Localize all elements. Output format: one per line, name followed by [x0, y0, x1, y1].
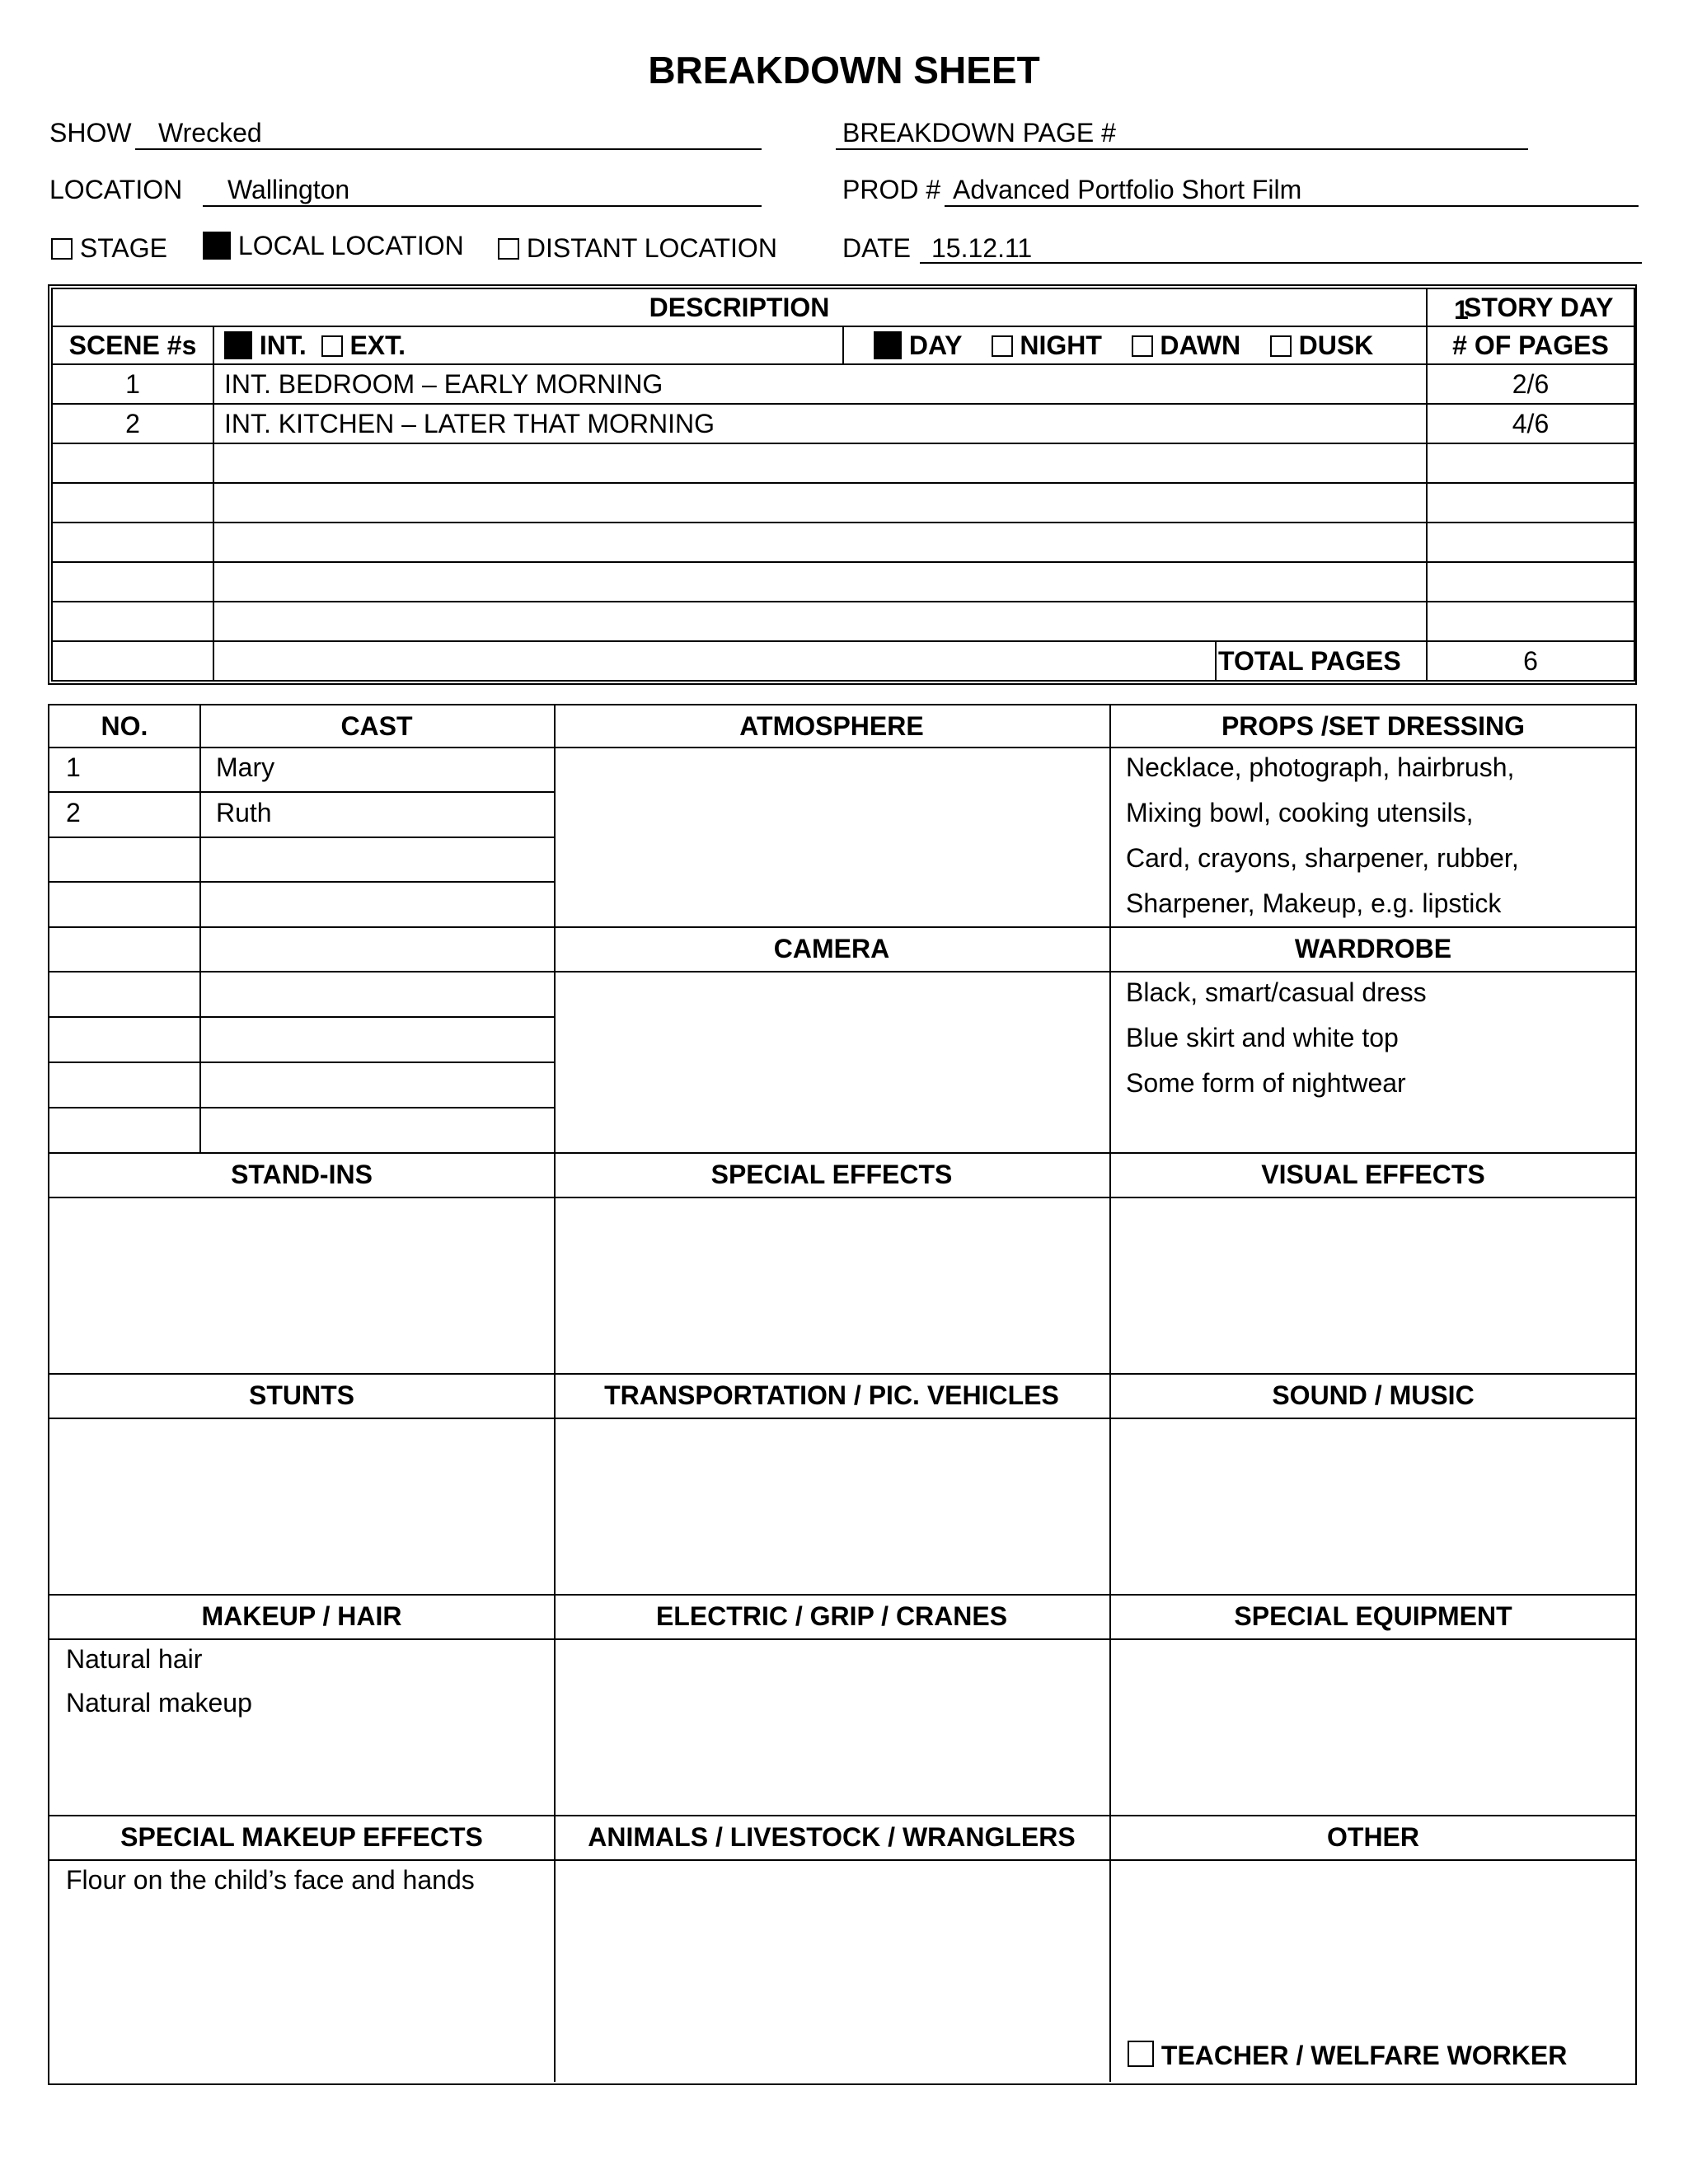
scene-table — [51, 288, 1635, 682]
props-header: PROPS /SET DRESSING — [1221, 711, 1526, 741]
sound-music-header: SOUND / MUSIC — [1272, 1380, 1475, 1410]
props-line[interactable]: Necklace, photograph, hairbrush, — [1126, 752, 1515, 782]
camera-header: CAMERA — [773, 934, 890, 963]
wardrobe-line[interactable]: Black, smart/casual dress — [1126, 977, 1427, 1007]
prod-field[interactable]: Advanced Portfolio Short Film — [953, 175, 1302, 204]
scene-description-cell[interactable]: INT. KITCHEN – LATER THAT MORNING — [213, 404, 1427, 443]
scene-pages-cell[interactable] — [1427, 483, 1634, 523]
special-makeup-header: SPECIAL MAKEUP EFFECTS — [120, 1822, 483, 1852]
makeup-hair-header: MAKEUP / HAIR — [201, 1601, 402, 1631]
int-checkbox[interactable] — [224, 331, 252, 359]
show-label: SHOW — [49, 118, 132, 148]
scene-pages-cell[interactable] — [1427, 523, 1634, 562]
scene-number-cell[interactable] — [52, 641, 213, 681]
scene-number-cell[interactable] — [52, 443, 213, 483]
distant-location-label: DISTANT LOCATION — [526, 233, 777, 263]
scene-number-cell[interactable]: 2 — [52, 404, 213, 443]
stage-option[interactable] — [51, 233, 167, 264]
wardrobe-header: WARDROBE — [1294, 934, 1452, 963]
cast-header: CAST — [340, 711, 413, 741]
scene-pages-cell[interactable]: 4/6 — [1427, 404, 1634, 443]
local-location-option[interactable] — [203, 231, 464, 261]
dawn-checkbox[interactable] — [1132, 335, 1153, 357]
teacher-welfare-label: TEACHER / WELFARE WORKER — [1160, 2041, 1568, 2070]
pages-header: # OF PAGES — [1427, 326, 1634, 364]
scene-number-cell[interactable] — [52, 483, 213, 523]
table-row — [52, 443, 1634, 483]
wardrobe-line[interactable]: Blue skirt and white top — [1126, 1023, 1399, 1052]
date-label: DATE — [842, 233, 911, 263]
total-pages-label: TOTAL PAGES — [1216, 641, 1427, 681]
electric-grip-header: ELECTRIC / GRIP / CRANES — [655, 1601, 1008, 1631]
story-day-value[interactable]: 1 — [1454, 295, 1469, 325]
location-field[interactable]: Wallington — [227, 175, 350, 204]
table-row — [52, 523, 1634, 562]
scene-number-cell[interactable] — [52, 523, 213, 562]
cast-number[interactable]: 1 — [66, 752, 81, 782]
local-location-checkbox[interactable] — [203, 232, 231, 260]
dusk-label: DUSK — [1298, 330, 1374, 360]
night-checkbox[interactable] — [992, 335, 1013, 357]
scene-description-cell[interactable] — [213, 443, 1427, 483]
props-line[interactable]: Sharpener, Makeup, e.g. lipstick — [1126, 888, 1502, 918]
wardrobe-line[interactable]: Some form of nightwear — [1126, 1068, 1406, 1098]
stage-label: STAGE — [79, 233, 167, 263]
dusk-checkbox[interactable] — [1270, 335, 1292, 357]
scene-pages-cell[interactable] — [1427, 562, 1634, 602]
table-row — [52, 483, 1634, 523]
scene-description-cell[interactable] — [213, 602, 1427, 641]
animals-header: ANIMALS / LIVESTOCK / WRANGLERS — [588, 1822, 1076, 1852]
transportation-header: TRANSPORTATION / PIC. VEHICLES — [604, 1380, 1059, 1410]
description-header: DESCRIPTION — [52, 288, 1427, 326]
ext-checkbox[interactable] — [321, 335, 343, 357]
makeup-hair-line[interactable]: Natural makeup — [66, 1688, 252, 1718]
int-ext-selector — [213, 326, 843, 364]
cast-name[interactable]: Ruth — [216, 798, 272, 827]
props-line[interactable]: Mixing bowl, cooking utensils, — [1126, 798, 1474, 827]
scene-pages-cell[interactable] — [1427, 443, 1634, 483]
scene-number-cell[interactable] — [52, 602, 213, 641]
other-header: OTHER — [1327, 1822, 1419, 1852]
scene-number-cell[interactable] — [52, 562, 213, 602]
time-of-day-selector — [843, 326, 1427, 364]
breakdown-page-label: BREAKDOWN PAGE # — [842, 118, 1116, 148]
distant-location-checkbox[interactable] — [498, 238, 519, 260]
distant-location-option[interactable] — [498, 233, 777, 264]
story-day-label: STORY DAY — [1464, 292, 1614, 322]
no-header: NO. — [101, 711, 148, 741]
dawn-label: DAWN — [1160, 330, 1241, 360]
atmosphere-header: ATMOSPHERE — [739, 711, 924, 741]
day-label: DAY — [908, 330, 962, 360]
show-underline — [135, 148, 762, 150]
scene-description-cell[interactable] — [213, 523, 1427, 562]
special-effects-header: SPECIAL EFFECTS — [710, 1160, 953, 1189]
day-checkbox[interactable] — [874, 331, 902, 359]
teacher-welfare-option[interactable] — [1128, 2041, 1567, 2071]
prod-label: PROD # — [842, 175, 941, 204]
scene-number-cell[interactable]: 1 — [52, 364, 213, 404]
scene-description-cell[interactable] — [213, 641, 1216, 681]
ext-label: EXT. — [349, 330, 406, 360]
makeup-hair-line[interactable]: Natural hair — [66, 1644, 203, 1674]
location-label: LOCATION — [49, 175, 183, 204]
stage-checkbox[interactable] — [51, 238, 73, 260]
special-makeup-line[interactable]: Flour on the child’s face and hands — [66, 1865, 475, 1895]
scene-description-cell[interactable] — [213, 483, 1427, 523]
show-field[interactable]: Wrecked — [158, 118, 262, 148]
prod-underline — [945, 205, 1639, 207]
local-location-label: LOCAL LOCATION — [237, 231, 464, 260]
cast-number[interactable]: 2 — [66, 798, 81, 827]
location-underline — [203, 205, 762, 207]
cast-name[interactable]: Mary — [216, 752, 275, 782]
teacher-welfare-checkbox[interactable] — [1128, 2041, 1154, 2067]
night-label: NIGHT — [1020, 330, 1102, 360]
scene-description-cell[interactable] — [213, 562, 1427, 602]
total-pages-value[interactable]: 6 — [1427, 641, 1634, 681]
table-row — [52, 364, 1634, 404]
breakdown-page-field[interactable] — [836, 148, 1528, 150]
scene-description-cell[interactable]: INT. BEDROOM – EARLY MORNING — [213, 364, 1427, 404]
stunts-header: STUNTS — [249, 1380, 354, 1410]
scene-pages-cell[interactable]: 2/6 — [1427, 364, 1634, 404]
stand-ins-header: STAND-INS — [231, 1160, 373, 1189]
props-line[interactable]: Card, crayons, sharpener, rubber, — [1126, 843, 1519, 873]
table-row — [52, 404, 1634, 443]
special-equipment-header: SPECIAL EQUIPMENT — [1234, 1601, 1512, 1631]
scene-pages-cell[interactable] — [1427, 602, 1634, 641]
int-label: INT. — [259, 330, 307, 360]
table-row — [52, 562, 1634, 602]
page-title: BREAKDOWN SHEET — [648, 49, 1040, 91]
date-field[interactable]: 15.12.11 — [931, 233, 1033, 263]
table-row — [52, 602, 1634, 641]
visual-effects-header: VISUAL EFFECTS — [1261, 1160, 1485, 1189]
scene-number-header: SCENE #s — [52, 326, 213, 364]
